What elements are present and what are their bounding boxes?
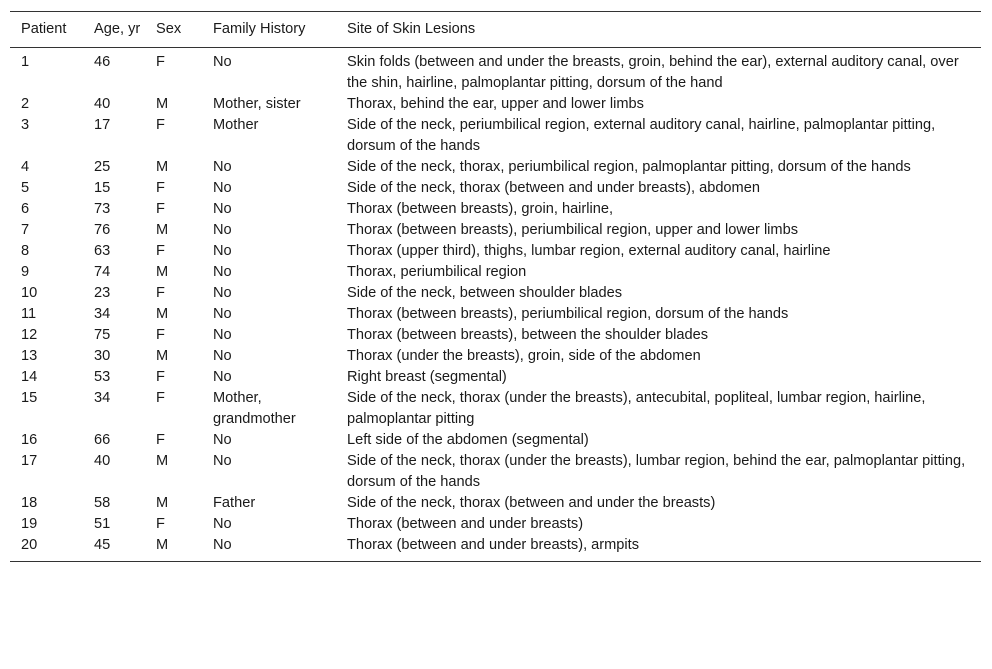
cell-age: 17	[94, 117, 111, 133]
cell-site-of-skin-lesions: Right breast (segmental)	[347, 369, 507, 385]
cell-site-of-skin-lesions: Thorax (between breasts), periumbilical region, upper and lower limbs	[347, 222, 798, 238]
cell-site-of-skin-lesions: Side of the neck, thorax, periumbilical region, palmoplantar pitting, dorsum of the hands	[347, 159, 911, 175]
table-row	[10, 178, 981, 199]
table-row	[10, 48, 981, 95]
header-sex: Sex	[156, 21, 182, 37]
cell-site-of-skin-lesions: Thorax (between breasts), between the shoulder blades	[347, 327, 709, 343]
cell-site-of-skin-lesions: Side of the neck, thorax (between and under breasts), abdomen	[347, 180, 760, 196]
cell-patient: 6	[21, 201, 30, 217]
cell-age: 76	[94, 222, 111, 238]
cell-sex: F	[156, 54, 165, 70]
cell-family-history: No	[213, 201, 232, 217]
cell-patient: 8	[21, 243, 30, 259]
header-family-history: Family History	[213, 21, 306, 37]
cell-sex: M	[156, 537, 169, 553]
cell-patient: 1	[21, 54, 30, 70]
table-row	[10, 451, 981, 493]
cell-sex: M	[156, 348, 169, 364]
cell-patient: 19	[21, 516, 38, 532]
cell-family-history: No	[213, 243, 232, 259]
cell-age: 40	[94, 96, 111, 112]
cell-patient: 20	[21, 537, 38, 553]
cell-age: 75	[94, 327, 111, 343]
cell-patient: 17	[21, 453, 38, 469]
cell-age: 30	[94, 348, 111, 364]
table-row	[10, 346, 981, 367]
table-row	[10, 199, 981, 220]
cell-family-history: No	[213, 264, 232, 280]
table-body	[10, 48, 981, 562]
cell-patient: 13	[21, 348, 38, 364]
cell-site-of-skin-lesions: Thorax (between breasts), groin, hairline,	[347, 201, 614, 217]
cell-age: 58	[94, 495, 111, 511]
cell-sex: M	[156, 453, 169, 469]
cell-sex: F	[156, 390, 165, 406]
cell-family-history: No	[213, 180, 232, 196]
cell-age: 51	[94, 516, 111, 532]
cell-site-of-skin-lesions: Thorax, periumbilical region	[347, 264, 527, 280]
cell-family-history: Mother	[213, 117, 259, 133]
cell-patient: 4	[21, 159, 30, 175]
cell-family-history: No	[213, 537, 232, 553]
cell-sex: F	[156, 432, 165, 448]
cell-site-of-skin-lesions: Skin folds (between and under the breasts, groin, behind the ear), external auditory canal, over the shin, hairline, palmoplantar pitting, dorsum of the hand	[347, 54, 959, 91]
table-row	[10, 514, 981, 535]
cell-sex: M	[156, 96, 169, 112]
cell-family-history: Mother, sister	[213, 96, 301, 112]
cell-site-of-skin-lesions: Side of the neck, thorax (under the breasts), antecubital, popliteal, lumbar region, hairline, palmoplantar pitting	[347, 390, 926, 427]
table-row	[10, 262, 981, 283]
table-header	[10, 12, 981, 48]
cell-family-history: No	[213, 306, 232, 322]
cell-family-history: No	[213, 54, 232, 70]
cell-age: 53	[94, 369, 111, 385]
cell-patient: 5	[21, 180, 30, 196]
table-row	[10, 430, 981, 451]
cell-sex: F	[156, 180, 165, 196]
cell-age: 46	[94, 54, 111, 70]
cell-patient: 10	[21, 285, 38, 301]
cell-family-history: No	[213, 327, 232, 343]
cell-age: 73	[94, 201, 111, 217]
cell-sex: F	[156, 327, 165, 343]
cell-patient: 11	[21, 306, 37, 322]
cell-family-history: Father	[213, 495, 256, 511]
table-row	[10, 535, 981, 562]
cell-age: 63	[94, 243, 111, 259]
cell-patient: 9	[21, 264, 30, 280]
cell-sex: M	[156, 222, 169, 238]
cell-family-history: No	[213, 369, 232, 385]
cell-patient: 3	[21, 117, 30, 133]
cell-family-history: No	[213, 453, 232, 469]
header-site-of-skin-lesions: Site of Skin Lesions	[347, 21, 476, 37]
cell-family-history: No	[213, 516, 232, 532]
cell-age: 40	[94, 453, 111, 469]
cell-patient: 2	[21, 96, 30, 112]
cell-patient: 12	[21, 327, 38, 343]
cell-site-of-skin-lesions: Thorax (under the breasts), groin, side of the abdomen	[347, 348, 701, 364]
cell-family-history: No	[213, 348, 232, 364]
cell-patient: 14	[21, 369, 38, 385]
cell-site-of-skin-lesions: Side of the neck, periumbilical region, external auditory canal, hairline, palmoplantar pitting, dorsum of the hands	[347, 117, 936, 154]
table-row	[10, 388, 981, 430]
cell-sex: M	[156, 159, 169, 175]
cell-sex: F	[156, 243, 165, 259]
cell-family-history: No	[213, 285, 232, 301]
cell-site-of-skin-lesions: Thorax (between breasts), periumbilical region, dorsum of the hands	[347, 306, 789, 322]
cell-patient: 15	[21, 390, 38, 406]
cell-sex: M	[156, 495, 169, 511]
cell-site-of-skin-lesions: Side of the neck, thorax (under the breasts), lumbar region, behind the ear, palmoplantar pitting, dorsum of the hands	[347, 453, 966, 490]
patient-table-container	[10, 11, 981, 562]
cell-age: 15	[94, 180, 111, 196]
cell-sex: M	[156, 306, 169, 322]
header-patient: Patient	[21, 21, 67, 37]
cell-site-of-skin-lesions: Left side of the abdomen (segmental)	[347, 432, 589, 448]
table-row	[10, 115, 981, 157]
cell-patient: 7	[21, 222, 30, 238]
cell-age: 34	[94, 306, 111, 322]
table-row	[10, 220, 981, 241]
cell-site-of-skin-lesions: Thorax (upper third), thighs, lumbar region, external auditory canal, hairline	[347, 243, 831, 259]
cell-patient: 16	[21, 432, 38, 448]
cell-age: 66	[94, 432, 111, 448]
cell-age: 45	[94, 537, 111, 553]
table-row	[10, 241, 981, 262]
cell-family-history: No	[213, 432, 232, 448]
table-row	[10, 325, 981, 346]
cell-site-of-skin-lesions: Thorax (between and under breasts)	[347, 516, 584, 532]
header-row	[10, 12, 981, 48]
cell-sex: F	[156, 117, 165, 133]
table-row	[10, 157, 981, 178]
table-row	[10, 304, 981, 325]
patient-table	[10, 11, 981, 562]
table-row	[10, 493, 981, 514]
cell-age: 23	[94, 285, 111, 301]
table-row	[10, 94, 981, 115]
cell-family-history: Mother, grandmother	[213, 390, 296, 427]
cell-sex: F	[156, 285, 165, 301]
cell-age: 74	[94, 264, 111, 280]
header-age: Age, yr	[94, 21, 141, 37]
cell-sex: F	[156, 369, 165, 385]
cell-age: 34	[94, 390, 111, 406]
cell-sex: M	[156, 264, 169, 280]
cell-patient: 18	[21, 495, 38, 511]
cell-family-history: No	[213, 222, 232, 238]
cell-family-history: No	[213, 159, 232, 175]
cell-site-of-skin-lesions: Thorax, behind the ear, upper and lower limbs	[347, 96, 644, 112]
cell-site-of-skin-lesions: Thorax (between and under breasts), armpits	[347, 537, 640, 553]
table-row	[10, 367, 981, 388]
table-row	[10, 283, 981, 304]
cell-site-of-skin-lesions: Side of the neck, thorax (between and under the breasts)	[347, 495, 716, 511]
cell-sex: F	[156, 516, 165, 532]
cell-age: 25	[94, 159, 111, 175]
cell-sex: F	[156, 201, 165, 217]
cell-site-of-skin-lesions: Side of the neck, between shoulder blades	[347, 285, 623, 301]
